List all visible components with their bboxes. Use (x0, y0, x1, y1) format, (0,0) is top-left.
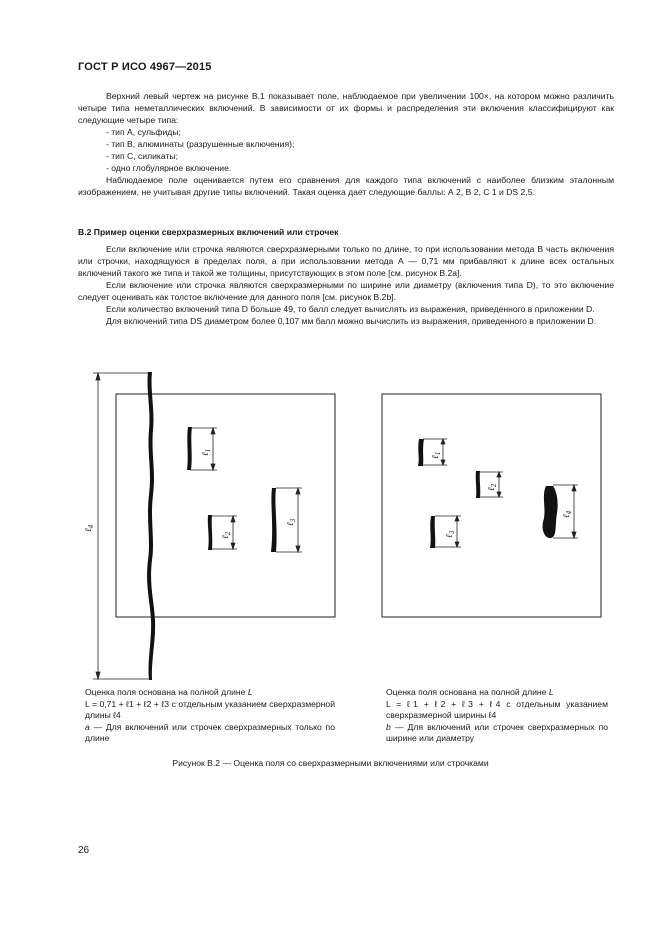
section-heading: В.2 Пример оценки сверхразмерных включений или строчек (78, 227, 339, 237)
document-header: ГОСТ Р ИСО 4967—2015 (78, 61, 212, 73)
caption-b-var: L (548, 687, 554, 697)
list-item: - тип С, силикаты; (106, 151, 178, 161)
figure-title: Рисунок В.2 — Оценка поля со сверхразмерными включениями или строчками (172, 758, 489, 768)
page-number: 26 (78, 845, 90, 856)
inclusion-1-a (187, 427, 192, 470)
list-item: - одно глобулярное включение. (106, 163, 232, 173)
inclusion-2-a (208, 515, 212, 550)
caption-a-letter: a (85, 721, 90, 732)
caption-b-letter: b (386, 721, 391, 732)
label-l1-b: ℓ$_1$ (431, 451, 442, 459)
label-l3-a: ℓ$_3$ (286, 518, 297, 526)
dimension-l3-b (435, 516, 461, 547)
label-l2-b: ℓ$_2$ (487, 483, 498, 491)
paragraph-count: Если количество включений типа D больше 49, то балл следует вычислять из выражения, приведенного в приложении D. (106, 304, 595, 314)
list-item: - тип В, алюминаты (разрушенные включения); (106, 139, 295, 149)
label-l4-a: ℓ$_4$ (84, 524, 95, 532)
paragraph-intro: Верхний левый чертеж на рисунке В.1 показывает поле, наблюдаемое при увеличении 100×, на котором можно различить четыре типа неметаллических включений. В зависимости от их формы и распределения эти включения классифицируют как следующие четыре типа: (78, 91, 614, 125)
caption-a-line1: Оценка поля основана на полной длине (85, 687, 246, 697)
inclusion-3-b (430, 516, 435, 548)
label-l4-b: ℓ$_4$ (562, 510, 573, 518)
list-item: - тип А, сульфиды; (106, 127, 181, 137)
label-l3-b: ℓ$_3$ (445, 530, 456, 538)
dimension-l4-a (93, 373, 150, 679)
caption-b (386, 687, 608, 745)
inclusion-3-a (271, 488, 277, 552)
caption-a-formula: L = 0,71 + ℓ1 + ℓ2 + ℓ3 с отдельным указанием сверхразмерной длины ℓ4 (85, 698, 335, 720)
dimension-l1-a (190, 428, 217, 470)
paragraph-evaluation: Наблюдаемое поле оценивается путем его сравнения для каждого типа включений с наиболее близким эталонным изображением, не учитывая другие типы включений. Такая оценка дает следующие баллы: А 2, В 2, С 1 и DS 2,5. (78, 175, 614, 197)
caption-a-note: — Для включений или строчек сверхразмерных только по длине (85, 721, 335, 743)
caption-b-line1: Оценка поля основана на полной длине (386, 687, 547, 697)
caption-b-formula: L = ℓ1 + ℓ2 + ℓ3 + ℓ4 с отдельным указанием сверхразмерной ширины ℓ4 (386, 698, 608, 720)
paragraph-length: Если включение или строчка являются сверхразмерными только по длине, то при использовании метода В часть включения или строчки, находящуюся в пределах поля, а при использовании метода А — 0,71 мм прибавляют к длине всех остальных включений такого же типа и такой же толщины, присутствующих в этом поле [см. рисунок В.2а]. (78, 244, 614, 278)
caption-b-note: — Для включений или строчек сверхразмерных по ширине или диаметру (386, 721, 608, 743)
label-l2-a: ℓ$_2$ (221, 531, 232, 539)
field-square-b (382, 394, 601, 617)
oversized-stringer-inclusion (147, 372, 155, 680)
dimension-l3-a (276, 488, 302, 552)
inclusion-2-b (476, 471, 481, 498)
inclusion-1-b (418, 439, 424, 466)
caption-a (85, 687, 335, 745)
label-l1-a: ℓ$_1$ (201, 448, 212, 456)
paragraph-ds: Для включений типа DS диаметром более 0,107 мм балл можно вычислить из выражения, приведенного в приложении D. (106, 316, 597, 326)
paragraph-width: Если включение или строчка являются сверхразмерными по ширине или диаметру (включения типа D), то это включение следует оценивать как толстое включение для данного поля [см. рисунок В.2b]. (78, 280, 614, 302)
inclusion-4-b-oversized (543, 486, 558, 538)
dimension-l2-a (211, 516, 237, 549)
caption-a-var: L (247, 687, 253, 697)
